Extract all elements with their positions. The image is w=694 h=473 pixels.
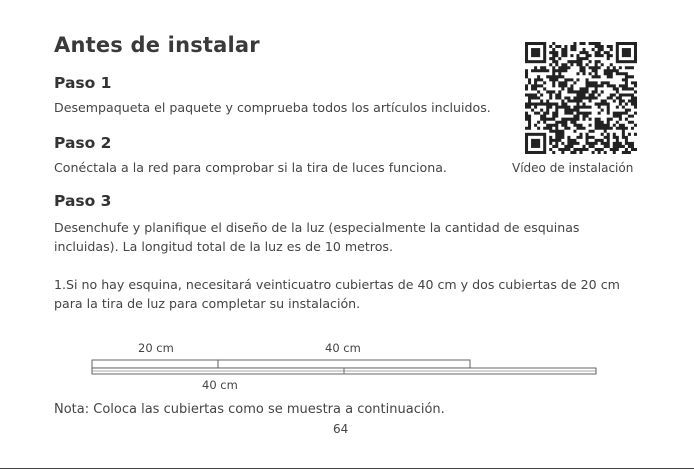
step-1-heading: Paso 1 (54, 74, 112, 92)
cover-20cm (92, 360, 218, 368)
cover-layout-diagram (0, 330, 694, 390)
cover-40cm-top (218, 360, 470, 368)
page-number: 64 (333, 422, 349, 436)
footer-divider (0, 468, 694, 469)
dim-label-40cm-top: 40 cm (325, 341, 361, 355)
step-3-text-line-1: Desenchufe y planifique el diseño de la luz (especialmente la cantidad de esquinas (54, 220, 580, 235)
step-1-text: Desempaqueta el paquete y comprueba todos los artículos incluidos. (54, 100, 491, 115)
step-3-text-line-2: incluidas). La longitud total de la luz es de 10 metros. (54, 239, 393, 254)
installation-note: Nota: Coloca las cubiertas como se muestra a continuación. (54, 402, 445, 417)
qr-code-icon[interactable] (525, 42, 637, 154)
dim-label-40cm-bottom: 40 cm (202, 378, 238, 392)
step-3-heading: Paso 3 (54, 192, 112, 210)
qr-caption: Vídeo de instalación (512, 161, 634, 175)
page-title: Antes de instalar (54, 33, 260, 57)
step-2-text: Conéctala a la red para comprobar si la tira de luces funciona. (54, 160, 447, 175)
step-2-heading: Paso 2 (54, 134, 112, 152)
step-3-sub-line-1: 1.Si no hay esquina, necesitará veinticuatro cubiertas de 40 cm y dos cubiertas de 20 cm (54, 277, 620, 292)
dim-label-20cm: 20 cm (138, 341, 174, 355)
step-3-sub-line-2: para la tira de luz para completar su instalación. (54, 296, 361, 311)
